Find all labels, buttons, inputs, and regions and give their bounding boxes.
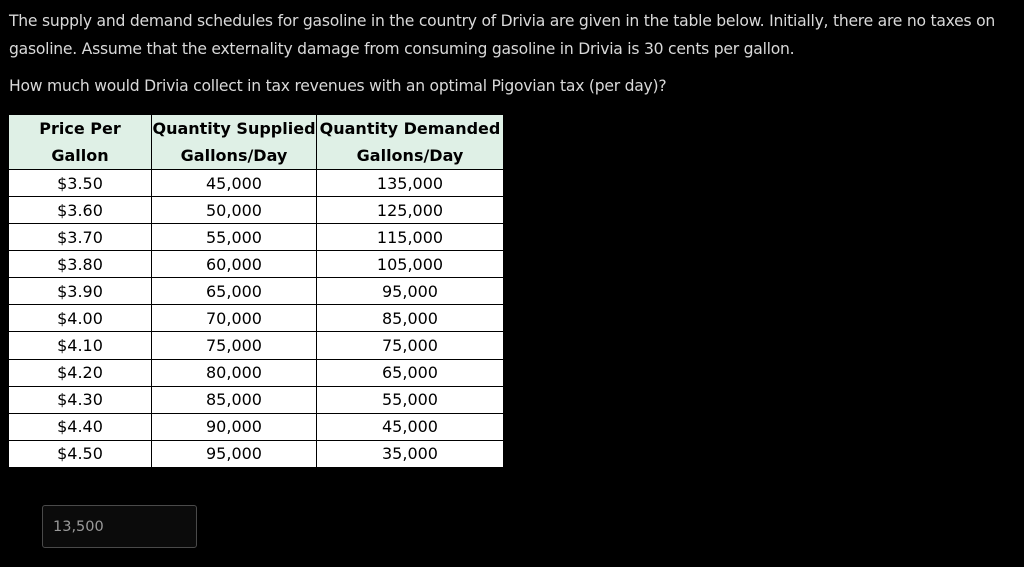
- cell-quantity-supplied: 50,000: [152, 197, 317, 224]
- cell-quantity-supplied: 85,000: [152, 386, 317, 413]
- table-row: [9, 359, 504, 386]
- cell-quantity-supplied: 95,000: [152, 440, 317, 467]
- cell-quantity-demanded: 65,000: [317, 359, 504, 386]
- cell-price: $3.70: [9, 224, 152, 251]
- cell-quantity-supplied: 45,000: [152, 170, 317, 197]
- cell-quantity-supplied: 55,000: [152, 224, 317, 251]
- cell-quantity-demanded: 125,000: [317, 197, 504, 224]
- cell-quantity-demanded: 115,000: [317, 224, 504, 251]
- cell-price: $4.10: [9, 332, 152, 359]
- table-row: [9, 197, 504, 224]
- table-header-row: [9, 115, 504, 170]
- header-quantity-demanded: [317, 115, 504, 170]
- problem-intro-text: The supply and demand schedules for gasoline in the country of Drivia are given in the table below. Initially, there are no taxes on gasoline. Assume that the externality damage from consuming gasoline in Drivia is 30 cents per gallon.: [9, 12, 995, 58]
- cell-quantity-demanded: 105,000: [317, 251, 504, 278]
- cell-price: $4.00: [9, 305, 152, 332]
- table-row: [9, 413, 504, 440]
- cell-quantity-supplied: 65,000: [152, 278, 317, 305]
- table-row: [9, 386, 504, 413]
- header-price: [9, 115, 152, 170]
- table-body: [9, 170, 504, 468]
- answer-input[interactable]: [42, 505, 197, 548]
- question-text: How much would Drivia collect in tax revenues with an optimal Pigovian tax (per day)?: [9, 77, 667, 95]
- header-price-label: Price Per Gallon: [39, 119, 121, 165]
- cell-quantity-demanded: 95,000: [317, 278, 504, 305]
- cell-quantity-supplied: 75,000: [152, 332, 317, 359]
- header-demanded-line1: Quantity Demanded: [319, 119, 501, 138]
- supply-demand-table-wrapper: [8, 114, 503, 468]
- cell-price: $3.90: [9, 278, 152, 305]
- cell-quantity-demanded: 55,000: [317, 386, 504, 413]
- table-row: [9, 170, 504, 197]
- table-row: [9, 440, 504, 467]
- header-demanded-line2: Gallons/Day: [356, 146, 464, 165]
- cell-quantity-supplied: 90,000: [152, 413, 317, 440]
- cell-quantity-supplied: 80,000: [152, 359, 317, 386]
- cell-quantity-demanded: 35,000: [317, 440, 504, 467]
- supply-demand-table: [8, 114, 504, 468]
- table-row: [9, 278, 504, 305]
- table-row: [9, 224, 504, 251]
- cell-price: $3.80: [9, 251, 152, 278]
- cell-quantity-demanded: 45,000: [317, 413, 504, 440]
- cell-price: $4.30: [9, 386, 152, 413]
- cell-quantity-supplied: 60,000: [152, 251, 317, 278]
- cell-quantity-demanded: 135,000: [317, 170, 504, 197]
- table-row: [9, 332, 504, 359]
- cell-price: $3.50: [9, 170, 152, 197]
- cell-price: $3.60: [9, 197, 152, 224]
- table-row: [9, 251, 504, 278]
- cell-price: $4.40: [9, 413, 152, 440]
- cell-price: $4.50: [9, 440, 152, 467]
- cell-quantity-demanded: 75,000: [317, 332, 504, 359]
- cell-quantity-supplied: 70,000: [152, 305, 317, 332]
- header-quantity-supplied: [152, 115, 317, 170]
- header-supplied-line1: Quantity Supplied: [152, 119, 316, 138]
- header-supplied-line2: Gallons/Day: [180, 146, 288, 165]
- cell-quantity-demanded: 85,000: [317, 305, 504, 332]
- table-row: [9, 305, 504, 332]
- cell-price: $4.20: [9, 359, 152, 386]
